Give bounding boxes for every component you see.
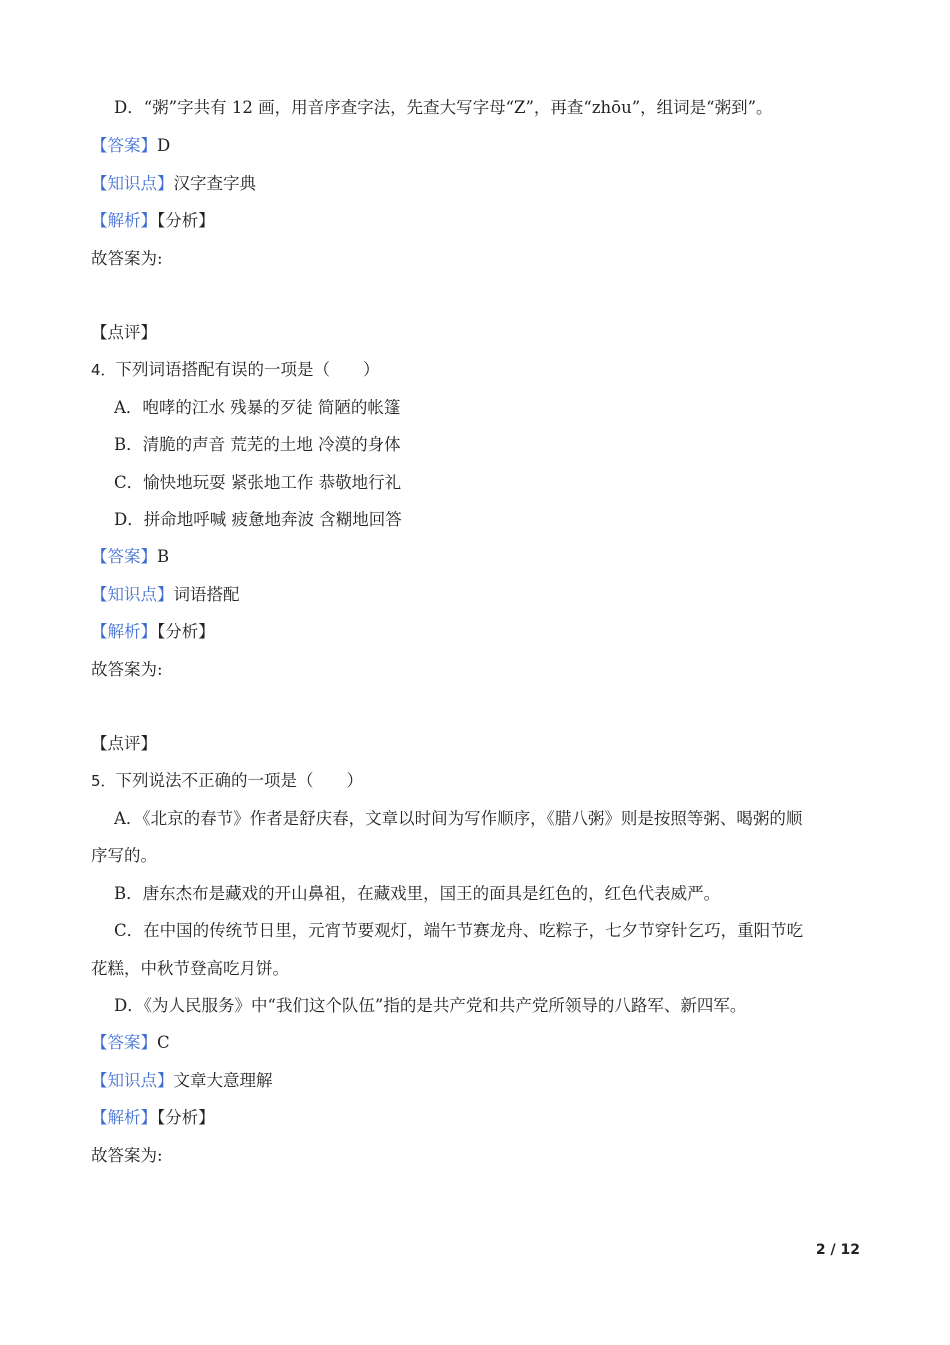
answer-tag: 【答案】 xyxy=(91,547,157,566)
q5-answer-row xyxy=(91,1031,170,1055)
q4-analysis-row xyxy=(91,620,215,644)
q3-option-d: D．“粥”字共有 12 画，用音序查字法，先查大写字母“Z”，再查“zhōu”，组词是“粥到”。 xyxy=(114,98,773,117)
answer-tag: 【答案】 xyxy=(91,1033,157,1052)
q3-conclusion: 故答案为: xyxy=(91,249,163,268)
question-stem: 下列词语搭配有误的一项是（ ） xyxy=(115,360,380,379)
q3-comment-tag: 【点评】 xyxy=(91,323,157,342)
q4-option-a: A．咆哮的江水 残暴的歹徒 简陋的帐篷 xyxy=(114,398,401,417)
q5-knowledge-row xyxy=(91,1069,273,1093)
q5-option-a-line2: 序写的。 xyxy=(91,846,157,865)
answer-value: B xyxy=(157,547,170,566)
q4-answer-row xyxy=(91,545,169,569)
q4-comment-tag: 【点评】 xyxy=(91,734,157,753)
analysis-tag: 【解析】 xyxy=(91,1108,157,1127)
answer-value: D xyxy=(157,136,171,155)
q4-knowledge-row xyxy=(91,583,240,607)
analysis-sub: 【分析】 xyxy=(157,1108,215,1127)
question-stem: 下列说法不正确的一项是（ ） xyxy=(115,771,364,790)
q5-option-a-line1: A．《北京的春节》作者是舒庆春，文章以时间为写作顺序，《腊八粥》则是按照等粥、喝粥的顺 xyxy=(114,809,803,828)
q5-option-c-line1: C．在中国的传统节日里，元宵节要观灯，端午节赛龙舟、吃粽子，七夕节穿针乞巧，重阳节吃 xyxy=(114,921,804,940)
q5-conclusion: 故答案为: xyxy=(91,1146,163,1165)
q5-option-b: B．唐东杰布是藏戏的开山鼻祖，在藏戏里，国王的面具是红色的，红色代表威严。 xyxy=(114,884,721,903)
question-number: 5． xyxy=(91,772,116,790)
q4-option-b: B．清脆的声音 荒芜的土地 冷漠的身体 xyxy=(114,435,401,454)
q5-stem-row xyxy=(91,769,363,793)
q5-analysis-row xyxy=(91,1106,215,1130)
answer-value: C xyxy=(157,1033,170,1052)
q4-option-c: C．愉快地玩耍 紧张地工作 恭敬地行礼 xyxy=(114,473,402,492)
analysis-sub: 【分析】 xyxy=(157,622,215,641)
analysis-sub: 【分析】 xyxy=(157,211,215,230)
knowledge-value: 词语搭配 xyxy=(173,585,240,604)
q3-answer-row xyxy=(91,134,170,158)
q3-knowledge-row xyxy=(91,172,256,196)
q3-analysis-row xyxy=(91,209,215,233)
knowledge-tag: 【知识点】 xyxy=(91,585,174,604)
analysis-tag: 【解析】 xyxy=(91,622,157,641)
knowledge-value: 汉字查字典 xyxy=(173,174,256,193)
knowledge-tag: 【知识点】 xyxy=(91,174,174,193)
analysis-tag: 【解析】 xyxy=(91,211,157,230)
q5-option-c-line2: 花糕，中秋节登高吃月饼。 xyxy=(91,959,289,978)
q4-option-d: D．拼命地呼喊 疲惫地奔波 含糊地回答 xyxy=(114,510,402,529)
knowledge-value: 文章大意理解 xyxy=(173,1071,273,1090)
q4-conclusion: 故答案为: xyxy=(91,660,163,679)
knowledge-tag: 【知识点】 xyxy=(91,1071,174,1090)
page-number: 2 / 12 xyxy=(815,1242,860,1258)
answer-tag: 【答案】 xyxy=(91,136,157,155)
question-number: 4． xyxy=(91,361,116,379)
q4-stem-row xyxy=(91,358,380,382)
q5-option-d: D．《为人民服务》中“我们这个队伍”指的是共产党和共产党所领导的八路军、新四军。 xyxy=(114,996,747,1015)
